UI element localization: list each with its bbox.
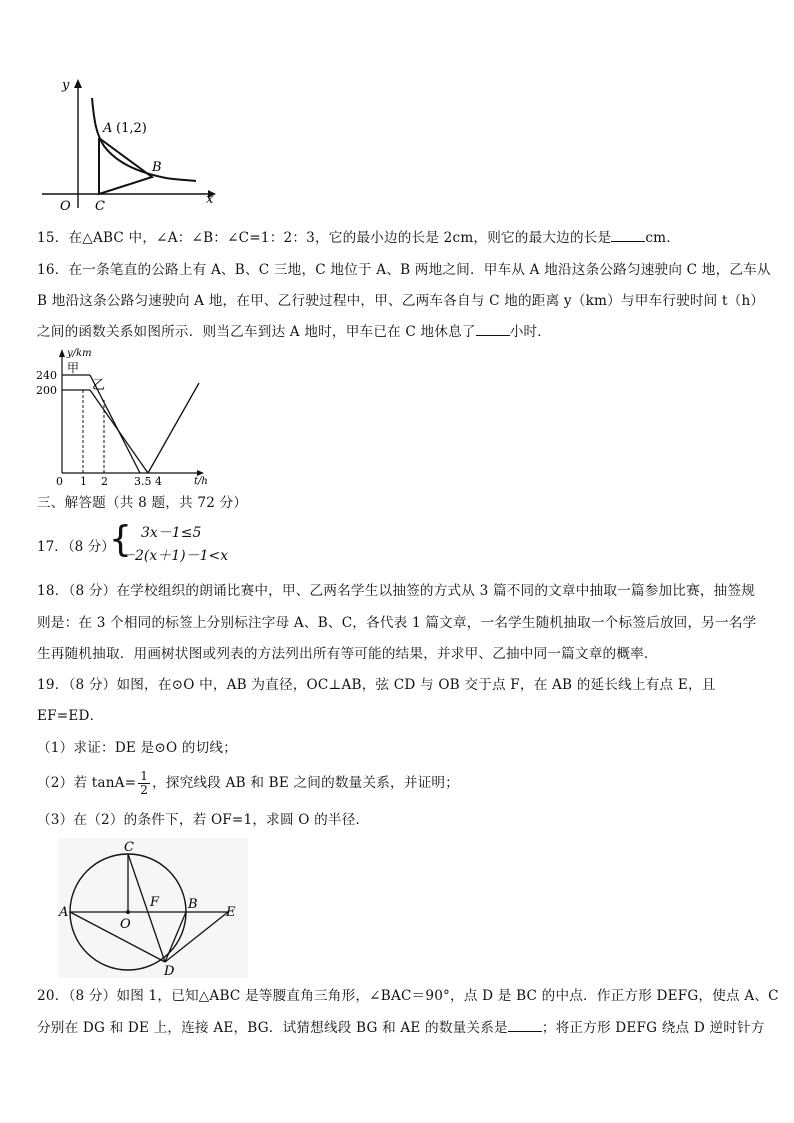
tick-1: 1	[80, 475, 87, 485]
figure-distance-time	[34, 345, 214, 485]
point-a-label: A	[103, 121, 113, 136]
axis-t-label: t/h	[194, 476, 208, 485]
section-3-heading: 三、解答题（共 8 题，共 72 分）	[37, 495, 248, 511]
label-a: A	[59, 905, 69, 920]
q19-sub-2-b: ，探究线段 AB 和 BE 之间的数量关系，并证明；	[152, 775, 460, 791]
q16-line-3-tail: 小时．	[509, 324, 552, 340]
q16-line-3-text: 之间的函数关系如图所示．则当乙车到达 A 地时，甲车已在 C 地休息了	[37, 324, 476, 340]
hyperbola-curve	[92, 98, 196, 181]
label-jia: 甲	[67, 361, 80, 375]
tick-2: 2	[101, 475, 108, 485]
q16-answer-blank	[476, 323, 510, 336]
question-18-line-3: 生再随机抽取．用画树状图或列表的方法列出所有等可能的结果，并求甲、乙抽中同一篇文章的概率．	[37, 646, 658, 662]
label-o: O	[120, 917, 131, 932]
q20-line-2-a: 分别在 DG 和 DE 上，连接 AE，BG．试猜想线段 BG 和 AE 的数量关系是	[37, 1020, 508, 1036]
y-axis-arrow	[74, 79, 82, 88]
question-15	[37, 229, 680, 247]
tick-3-5-4: 3.5 4	[134, 475, 162, 485]
question-19-sub-2	[37, 770, 459, 797]
label-d: D	[164, 964, 175, 978]
q17-prefix: 17．（8 分）	[37, 539, 115, 555]
q15-tail: cm．	[645, 230, 681, 246]
q20-answer-blank	[508, 1019, 542, 1032]
yi-descent	[90, 390, 148, 473]
label-f: F	[150, 895, 160, 910]
tick-0: 0	[56, 475, 63, 485]
question-19-line-1: 19．（8 分）如图，在⊙O 中，AB 为直径，OC⊥AB，弦 CD 与 OB 交于点 F，在 AB 的延长线上有点 E，且	[37, 677, 716, 693]
q17-brace: {	[109, 519, 132, 560]
point-a-coords: (1,2)	[116, 121, 147, 136]
q15-answer-blank	[611, 229, 645, 242]
figure-circle	[58, 838, 248, 978]
tan-fraction	[138, 770, 150, 797]
question-20-line-1: 20．（8 分）如图 1，已知△ABC 是等腰直角三角形，∠BAC＝90°，点 D 是 BC 的中点．作正方形 DEFG，使点 A、C	[37, 988, 779, 1004]
q19-sub-2-a: （2）若 tanA=	[37, 775, 137, 791]
question-20-line-2	[37, 1019, 765, 1037]
triangle-abc	[99, 138, 152, 194]
fraction-denominator: 2	[140, 783, 149, 797]
fraction-numerator: 1	[140, 769, 149, 783]
question-19-sub-1: （1）求证：DE 是⊙O 的切线；	[37, 740, 237, 756]
tick-240: 240	[36, 369, 57, 382]
axis-y-label: y	[62, 78, 70, 93]
q17-inequality-2: －2(x＋1)－1<x	[121, 548, 229, 564]
point-b-label: B	[152, 160, 162, 175]
question-16-line-3	[37, 323, 551, 341]
figure-hyperbola	[36, 76, 226, 214]
q20-line-2-b: ；将正方形 DEFG 绕点 D 逆时针方	[541, 1020, 765, 1036]
q15-text: 15．在△ABC 中，∠A：∠B：∠C=1：2：3，它的最小边的长是 2cm，则它的最大边的长是	[37, 230, 612, 246]
label-b: B	[188, 897, 198, 912]
question-19-line-2: EF=ED．	[37, 708, 104, 724]
question-17	[37, 521, 297, 565]
yi-ascent	[148, 383, 199, 473]
question-18-line-1: 18．（8 分）在学校组织的朗诵比赛中，甲、乙两名学生以抽签的方式从 3 篇不同的文章中抽取一篇参加比赛，抽签规	[37, 583, 756, 599]
origin-label: O	[60, 199, 71, 214]
label-yi: 乙	[92, 378, 106, 393]
q17-inequality-1: 3x－1≤5	[141, 525, 202, 541]
question-16-line-2: B 地沿这条公路匀速驶向 A 地，在甲、乙行驶过程中，甲、乙两车各自与 C 地的距离 y（km）与甲车行驶时间 t（h）	[37, 293, 765, 309]
y-axis-arrow	[59, 349, 65, 357]
label-e: E	[226, 905, 236, 920]
axis-x-label: x	[206, 192, 214, 207]
question-19-sub-3: （3）在（2）的条件下，若 OF=1，求圆 O 的半径．	[37, 812, 370, 828]
point-c-label: C	[95, 199, 105, 214]
tick-200: 200	[36, 384, 57, 397]
question-18-line-2: 则是：在 3 个相同的标签上分别标注字母 A、B、C，各代表 1 篇文章，一名学生随机抽取一个标签后放回，另一名学	[37, 615, 757, 631]
center-dot	[126, 910, 130, 914]
label-c: C	[124, 840, 134, 855]
question-16-line-1: 16．在一条笔直的公路上有 A、B、C 三地，C 地位于 A、B 两地之间．甲车从 A 地沿这条公路匀速驶向 C 地，乙车从	[37, 262, 771, 278]
axis-y-label: y/km	[67, 348, 92, 359]
